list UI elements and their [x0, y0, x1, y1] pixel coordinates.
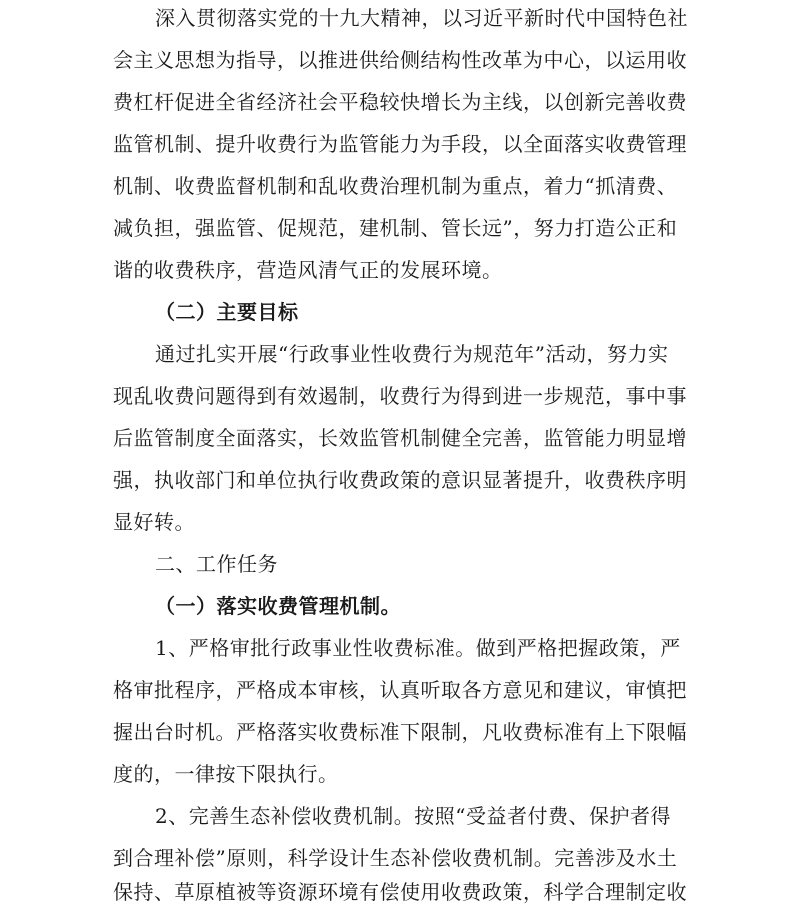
paragraph-line: 监管机制、提升收费行为监管能力为手段，以全面落实收费管理 [113, 132, 687, 156]
paragraph-line: 后监管制度全面落实，长效监管机制健全完善，监管能力明显增 [113, 426, 687, 450]
paragraph-line: 强，执收部门和单位执行收费政策的意识显著提升，收费秩序明 [113, 468, 687, 492]
paragraph-line: 格审批程序，严格成本审核，认真听取各方意见和建议，审慎把 [113, 678, 687, 702]
paragraph-line: 握出台时机。严格落实收费标准下限制，凡收费标准有上下限幅 [113, 720, 687, 744]
paragraph-line: 机制、收费监督机制和乱收费治理机制为重点，着力“抓清费、 [113, 174, 678, 198]
chapter-heading: 二、工作任务 [155, 552, 278, 576]
paragraph-line: 度的，一律按下限执行。 [113, 762, 339, 786]
paragraph-line: 现乱收费问题得到有效遏制，收费行为得到进一步规范，事中事 [113, 384, 687, 408]
paragraph-line: 谐的收费秩序，营造风清气正的发展环境。 [113, 258, 503, 282]
section-heading: （一）落实收费管理机制。 [155, 594, 401, 618]
paragraph-line: 会主义思想为指导，以推进供给侧结构性改革为中心，以运用收 [113, 48, 687, 72]
paragraph-line: 2、完善生态补偿收费机制。按照“受益者付费、保护者得 [155, 804, 671, 828]
paragraph-line: 深入贯彻落实党的十九大精神，以习近平新时代中国特色社 [155, 6, 688, 30]
paragraph-line: 保持、草原植被等资源环境有偿使用收费政策，科学合理制定收 [113, 880, 687, 904]
paragraph-line: 减负担，强监管、促规范，建机制、管长远”，努力打造公正和 [113, 216, 678, 240]
paragraph-line: 显好转。 [113, 510, 195, 534]
paragraph-line: 到合理补偿”原则，科学设计生态补偿收费机制。完善涉及水土 [113, 846, 678, 870]
paragraph-line: 通过扎实开展“行政事业性收费行为规范年”活动，努力实 [155, 342, 669, 366]
paragraph-line: 费杠杆促进全省经济社会平稳较快增长为主线，以创新完善收费 [113, 90, 687, 114]
paragraph-line: 1、严格审批行政事业性收费标准。做到严格把握政策，严 [155, 636, 681, 660]
section-heading: （二）主要目标 [155, 300, 299, 324]
